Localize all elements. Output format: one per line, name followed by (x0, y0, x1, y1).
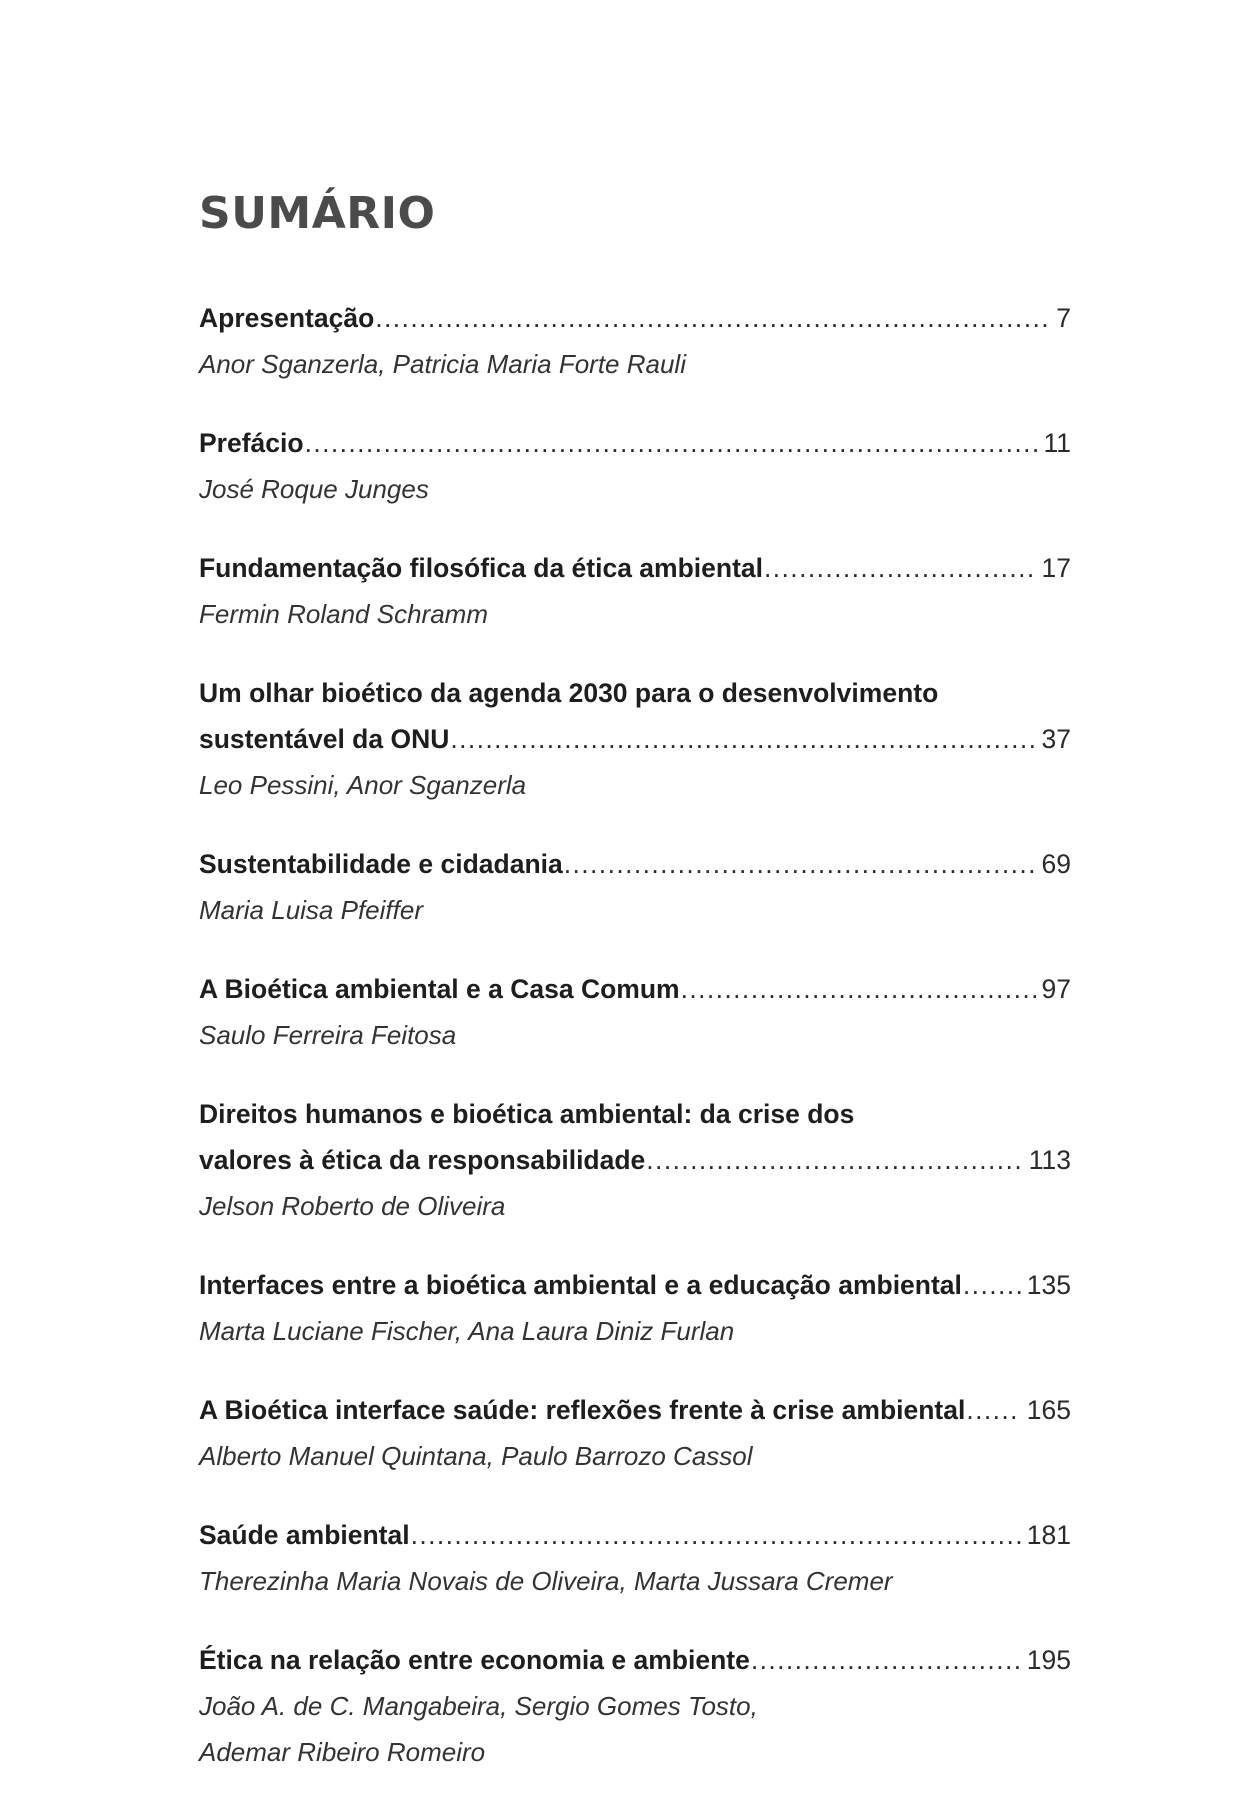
toc-entry-title-line[interactable] (199, 420, 1071, 466)
toc-entry-title[interactable]: Ética na relação entre economia e ambiente (199, 1645, 750, 1675)
toc-entry-title-line[interactable] (199, 545, 1071, 591)
dot-leader (450, 716, 1035, 762)
toc-entry-page: 17 (1041, 553, 1071, 583)
toc-entry-title-line[interactable] (199, 1512, 1071, 1558)
toc-entry[interactable] (199, 1091, 1071, 1229)
toc-entry[interactable] (199, 1512, 1071, 1604)
dot-leader (681, 966, 1036, 1012)
toc-entry-page: 165 (1026, 1395, 1071, 1425)
toc-entry[interactable] (199, 1262, 1071, 1354)
toc-entry[interactable] (199, 841, 1071, 933)
dot-leader (305, 420, 1038, 466)
dot-leader (764, 545, 1036, 591)
dot-leader (966, 1387, 1020, 1433)
dot-leader (646, 1137, 1022, 1183)
toc-entry-title-line[interactable] (199, 841, 1071, 887)
toc-entry-page: 97 (1041, 974, 1071, 1004)
page-title: SUMÁRIO (199, 188, 436, 239)
toc-entry-authors: Marta Luciane Fischer, Ana Laura Diniz Furlan (199, 1316, 735, 1346)
toc-entry-title[interactable]: Apresentação (199, 303, 375, 333)
dot-leader (963, 1262, 1021, 1308)
toc-entry-title[interactable]: A Bioética interface saúde: reflexões frente à crise ambiental (199, 1395, 966, 1425)
toc-entry-title-line[interactable] (199, 1262, 1071, 1308)
toc-entry-authors: Anor Sganzerla, Patricia Maria Forte Rauli (199, 349, 686, 379)
toc-page (199, 188, 1071, 1808)
toc-entry-authors: Fermin Roland Schramm (199, 599, 488, 629)
toc-entry[interactable] (199, 295, 1071, 387)
toc-entry-authors: Jelson Roberto de Oliveira (199, 1191, 506, 1221)
toc-entry-title-line[interactable] (199, 295, 1071, 341)
toc-entry[interactable] (199, 1387, 1071, 1479)
toc-entry-authors: Alberto Manuel Quintana, Paulo Barrozo Cassol (199, 1441, 753, 1471)
toc-entry-title-first-line[interactable]: Direitos humanos e bioética ambiental: da crise dos (199, 1099, 855, 1129)
toc-entry-page: 195 (1026, 1645, 1071, 1675)
toc-entry[interactable] (199, 545, 1071, 637)
toc-entry-page: 69 (1041, 849, 1071, 879)
toc-entry-page: 37 (1041, 724, 1071, 754)
toc-entry-title-line[interactable] (199, 716, 1071, 762)
table-of-contents (199, 295, 1071, 1775)
toc-entry-title[interactable]: Saúde ambiental (199, 1520, 410, 1550)
toc-entry-title-line[interactable] (199, 966, 1071, 1012)
toc-entry[interactable] (199, 1637, 1071, 1775)
toc-entry-title[interactable]: Sustentabilidade e cidadania (199, 849, 563, 879)
toc-entry-page: 11 (1043, 428, 1071, 458)
toc-entry-title[interactable]: Fundamentação filosófica da ética ambiental (199, 553, 764, 583)
toc-entry-title[interactable]: valores à ética da responsabilidade (199, 1145, 646, 1175)
toc-entry-authors: Saulo Ferreira Feitosa (199, 1020, 457, 1050)
toc-entry-title[interactable]: Interfaces entre a bioética ambiental e a educação ambiental (199, 1270, 962, 1300)
toc-entry-title-line[interactable] (199, 1637, 1071, 1683)
toc-entry-authors-continued: Ademar Ribeiro Romeiro (199, 1737, 486, 1767)
toc-entry-title[interactable]: sustentável da ONU (199, 724, 450, 754)
toc-entry-authors: José Roque Junges (199, 474, 429, 504)
toc-entry-title-first-line[interactable]: Um olhar bioético da agenda 2030 para o desenvolvimento (199, 678, 939, 708)
toc-entry-authors: Therezinha Maria Novais de Oliveira, Marta Jussara Cremer (199, 1566, 893, 1596)
toc-entry[interactable] (199, 670, 1071, 808)
toc-entry-page: 7 (1056, 303, 1071, 333)
toc-entry[interactable] (199, 420, 1071, 512)
toc-entry[interactable] (199, 966, 1071, 1058)
dot-leader (751, 1637, 1021, 1683)
dot-leader (564, 841, 1036, 887)
toc-entry-title[interactable]: A Bioética ambiental e a Casa Comum (199, 974, 680, 1004)
toc-entry-title-line[interactable] (199, 1387, 1071, 1433)
toc-entry-title-line[interactable] (199, 1137, 1071, 1183)
toc-entry-page: 135 (1026, 1270, 1071, 1300)
toc-entry-authors: Leo Pessini, Anor Sganzerla (199, 770, 527, 800)
dot-leader (375, 295, 1050, 341)
toc-entry-page: 181 (1026, 1520, 1071, 1550)
toc-entry-title[interactable]: Prefácio (199, 428, 304, 458)
dot-leader (411, 1512, 1021, 1558)
toc-entry-page: 113 (1028, 1145, 1071, 1175)
toc-entry-authors: Maria Luisa Pfeiffer (199, 895, 423, 925)
toc-entry-authors: João A. de C. Mangabeira, Sergio Gomes Tosto, (199, 1691, 758, 1721)
